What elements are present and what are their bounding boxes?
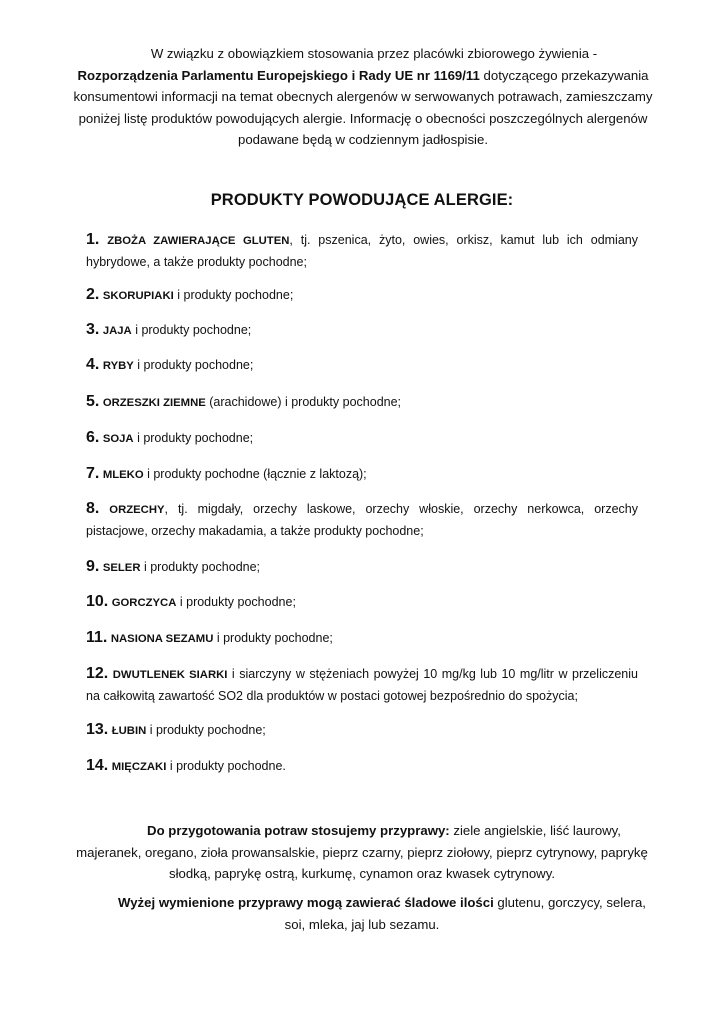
allergen-number: 6. <box>86 429 100 446</box>
allergen-name: ŁUBIN <box>111 725 147 737</box>
allergen-number: 9. <box>86 558 100 575</box>
allergen-name: SELER <box>102 562 141 574</box>
allergen-number: 2. <box>86 286 100 303</box>
allergen-description: (arachidowe) i produkty pochodne; <box>205 395 402 409</box>
allergen-item <box>86 284 638 307</box>
allergen-description: i produkty pochodne; <box>140 560 261 574</box>
allergen-number: 12. <box>86 665 109 682</box>
allergen-name: DWUTLENEK SIARKI <box>112 669 228 681</box>
allergen-description: i produkty pochodne; <box>133 358 254 372</box>
allergen-number: 4. <box>86 356 100 373</box>
allergen-item <box>86 498 638 542</box>
allergen-number: 8. <box>86 500 100 517</box>
allergen-number: 3. <box>86 321 100 338</box>
allergen-number: 7. <box>86 465 100 482</box>
allergen-description: i siarczyny w stężeniach powyżej 10 mg/kg lub 10 mg/litr w przeliczeniu na całkowitą zawartość SO2 dla produktów w postaci gotowej bezpośrednio do spożycia; <box>86 667 638 703</box>
allergen-name: MIĘCZAKI <box>111 761 167 773</box>
allergen-number: 14. <box>86 757 109 774</box>
allergen-item <box>86 391 638 414</box>
spices-text: ziele angielskie, liść laurowy, majeranek, oregano, zioła prowansalskie, pieprz czarny, pieprz ziołowy, pieprz cytrynowy, paprykę słodką, paprykę ostrą, kurkumę, cynamon oraz kwasek cytrynowy. <box>76 823 648 881</box>
allergen-number: 13. <box>86 721 109 738</box>
intro-paragraph <box>70 43 656 151</box>
allergen-description: i produkty pochodne. <box>166 759 286 773</box>
allergen-item <box>86 627 638 650</box>
page-title: PRODUKTY POWODUJĄCE ALERGIE: <box>210 191 514 209</box>
allergen-item <box>86 591 638 614</box>
allergen-description: i produkty pochodne; <box>213 631 333 645</box>
allergen-name: JAJA <box>102 325 132 337</box>
allergen-description: i produkty pochodne (łącznie z laktozą); <box>143 467 367 481</box>
spices-bold: Do przygotowania potraw stosujemy przyprawy: <box>147 823 450 838</box>
allergen-description: i produkty pochodne; <box>133 431 254 445</box>
intro-text-1: W związku z obowiązkiem stosowania przez placówki zbiorowego żywienia - <box>150 46 598 61</box>
allergen-item <box>86 463 638 486</box>
allergen-name: SOJA <box>102 433 134 445</box>
allergen-description: i produkty pochodne; <box>173 288 294 302</box>
allergen-number: 5. <box>86 393 100 410</box>
trace-text: glutenu, gorczycy, selera, soi, mleka, jaj lub sezamu. <box>284 895 646 932</box>
allergen-number: 1. <box>86 231 100 248</box>
allergen-item <box>86 229 638 273</box>
allergen-name: ORZESZKI ZIEMNE <box>102 397 206 409</box>
allergen-name: ZBOŻA ZAWIERAJĄCE GLUTEN <box>107 235 290 247</box>
allergen-description: , tj. pszenica, żyto, owies, orkisz, kamut lub ich odmiany hybrydowe, a także produkty pochodne; <box>86 233 638 269</box>
allergen-description: , tj. migdały, orzechy laskowe, orzechy włoskie, orzechy nerkowca, orzechy pistacjowe, orzechy makadamia, a także produkty pochodne; <box>86 502 638 538</box>
allergen-number: 11. <box>86 629 108 646</box>
allergen-description: i produkty pochodne; <box>131 323 252 337</box>
allergen-item <box>86 354 638 377</box>
allergen-description: i produkty pochodne; <box>176 595 296 609</box>
allergen-item <box>86 427 638 450</box>
allergen-item <box>86 319 638 342</box>
allergen-number: 10. <box>86 593 109 610</box>
allergen-name: GORCZYCA <box>111 597 177 609</box>
allergen-item <box>86 719 638 742</box>
allergen-item <box>86 663 638 707</box>
allergen-name: SKORUPIAKI <box>102 290 174 302</box>
spices-paragraph <box>76 820 648 885</box>
trace-bold: Wyżej wymienione przyprawy mogą zawierać śladowe ilości <box>118 895 494 910</box>
allergen-item <box>86 556 638 579</box>
trace-paragraph <box>76 892 648 935</box>
allergen-name: NASIONA SEZAMU <box>110 633 214 645</box>
intro-text-2: dotyczącego przekazywania konsumentowi informacji na temat obecnych alergenów w serwowanych potrawach, zamieszczamy poniżej listę produktów powodujących alergie. Informację o obecności poszczególnych alergenów podawane będą w codziennym jadłospisie. <box>73 67 653 147</box>
allergen-item <box>86 755 638 778</box>
allergen-name: ORZECHY <box>109 504 165 516</box>
regulation-name: Rozporządzenia Parlamentu Europejskiego i Rady UE nr 1169/11 <box>77 67 480 83</box>
allergen-name: RYBY <box>102 360 134 372</box>
allergen-name: MLEKO <box>102 469 144 481</box>
allergen-description: i produkty pochodne; <box>146 723 266 737</box>
